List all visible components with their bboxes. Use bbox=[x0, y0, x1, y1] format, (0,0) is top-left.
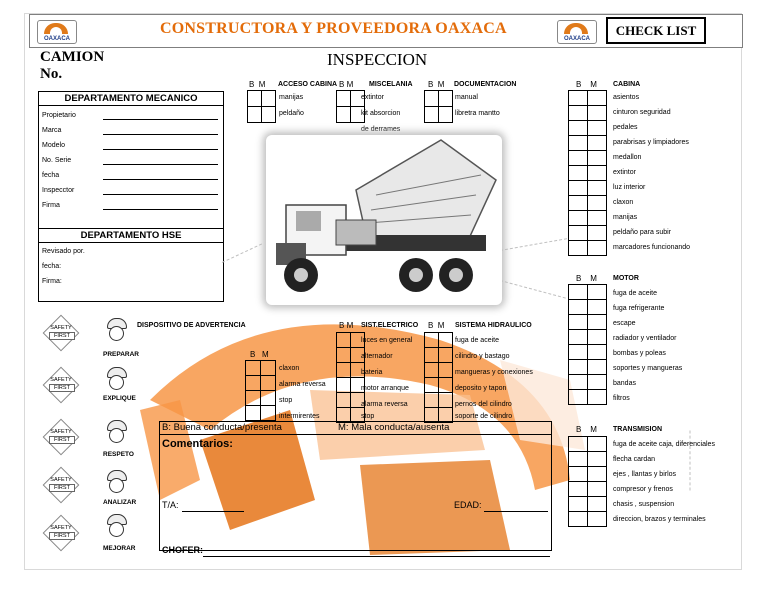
bm-header: B M bbox=[339, 80, 354, 89]
motor-item: fuga refrigerante bbox=[613, 305, 665, 312]
worker-face-icon bbox=[106, 514, 126, 536]
advertencia-item: stop bbox=[279, 397, 293, 404]
ta-input-line[interactable] bbox=[182, 511, 244, 512]
step-explique: EXPLIQUE bbox=[103, 395, 136, 402]
input-line[interactable] bbox=[103, 164, 218, 165]
input-line[interactable] bbox=[103, 119, 218, 120]
motor-item: fuga de aceite bbox=[613, 290, 657, 297]
cabina-item: extintor bbox=[613, 169, 636, 176]
miscelania-item: kit absorcion bbox=[361, 110, 401, 117]
hse-title: DEPARTAMENTO HSE bbox=[39, 229, 223, 243]
motor-item: soportes y mangueras bbox=[613, 365, 683, 372]
chofer-input-line[interactable] bbox=[203, 556, 550, 557]
company-name: CONSTRUCTORA Y PROVEEDORA OAXACA bbox=[160, 20, 507, 37]
documentacion-item: manual bbox=[455, 94, 478, 101]
step-analizar: ANALIZAR bbox=[103, 499, 137, 506]
bm-header: B M bbox=[576, 274, 597, 283]
cabina-item: claxon bbox=[613, 199, 634, 206]
documentacion-title: DOCUMENTACION bbox=[454, 81, 517, 88]
transmision-item: chasis , suspension bbox=[613, 501, 675, 508]
motor-item: filtros bbox=[613, 395, 630, 402]
safety-first-sign: SAFETY FIRST bbox=[40, 370, 82, 400]
field-propietario: Propietario bbox=[42, 112, 76, 119]
motor-item: bombas y poleas bbox=[613, 350, 666, 357]
worker-face-icon bbox=[106, 367, 126, 389]
acceso-item: manijas bbox=[279, 94, 304, 101]
legend-mala: M: Mala conducta/ausenta bbox=[338, 422, 450, 433]
miscelania-title: MISCELANIA bbox=[369, 81, 413, 88]
cabina-item: marcadores funcionando bbox=[613, 244, 691, 251]
advertencia-item: claxon bbox=[279, 365, 300, 372]
field-serie: No. Serie bbox=[42, 157, 72, 164]
safety-first-sign: SAFETY FIRST bbox=[40, 318, 82, 348]
cabina-grid[interactable] bbox=[568, 90, 607, 256]
hidraulico-item: soporte de cilindro bbox=[455, 413, 513, 420]
documentacion-grid[interactable] bbox=[424, 90, 453, 123]
acceso-item: peldaño bbox=[279, 110, 304, 117]
safety-first-sign: SAFETY FIRST bbox=[40, 422, 82, 452]
transmision-title: TRANSMISION bbox=[613, 426, 662, 433]
field-firma: Firma: bbox=[42, 278, 62, 285]
electrico-item: motor arranque bbox=[361, 385, 409, 392]
electrico-item: alarma reversa bbox=[361, 401, 408, 408]
worker-face-icon bbox=[106, 470, 126, 492]
electrico-title: SIST.ELECTRICO bbox=[361, 322, 419, 329]
electrico-item: stop bbox=[361, 413, 375, 420]
worker-face-icon bbox=[106, 420, 126, 442]
advertencia-title: DISPOSITIVO DE ADVERTENCIA bbox=[137, 322, 246, 329]
dump-truck-image bbox=[266, 135, 502, 305]
hidraulico-title: SISTEMA HIDRAULICO bbox=[455, 322, 532, 329]
bm-header: B M bbox=[249, 80, 266, 89]
step-preparar: PREPARAR bbox=[103, 351, 139, 358]
electrico-item: luces en general bbox=[361, 337, 413, 344]
company-logo-left bbox=[37, 20, 77, 44]
cabina-item: manijas bbox=[613, 214, 638, 221]
hse-section bbox=[38, 228, 224, 302]
field-modelo: Modelo bbox=[42, 142, 65, 149]
field-marca: Marca bbox=[42, 127, 62, 134]
hidraulico-item: pernos del cilindro bbox=[455, 401, 512, 408]
chofer-label: CHOFER: bbox=[162, 545, 203, 555]
cabina-item: asientos bbox=[613, 94, 640, 101]
motor-item: bandas bbox=[613, 380, 636, 387]
bm-header: B M bbox=[576, 80, 597, 89]
electrico-grid[interactable] bbox=[336, 332, 365, 423]
bm-header: B M bbox=[428, 321, 445, 330]
cabina-title: CABINA bbox=[613, 81, 641, 88]
inspeccion-title: INSPECCION bbox=[327, 50, 428, 69]
company-logo-right bbox=[557, 20, 597, 44]
cabina-item: cinturon seguridad bbox=[613, 109, 671, 116]
hidraulico-item: cilindro y bastago bbox=[455, 353, 510, 360]
motor-item: radiador y ventilador bbox=[613, 335, 677, 342]
hidraulico-item: mangueras y conexiones bbox=[455, 369, 533, 376]
electrico-item: bateria bbox=[361, 369, 383, 376]
logo-text: OAXACA bbox=[563, 36, 590, 42]
miscelania-item: de derrames bbox=[361, 126, 401, 133]
edad-input-line[interactable] bbox=[484, 511, 548, 512]
input-line[interactable] bbox=[103, 179, 218, 180]
acceso-grid[interactable] bbox=[247, 90, 276, 123]
motor-item: escape bbox=[613, 320, 636, 327]
advertencia-grid[interactable] bbox=[245, 360, 276, 421]
input-line[interactable] bbox=[103, 209, 218, 210]
electrico-item: alternador bbox=[361, 353, 393, 360]
miscelania-item: extintor bbox=[361, 94, 384, 101]
transmision-item: fuga de aceite caja, diferenciales bbox=[613, 441, 715, 448]
advertencia-item: alarma reversa bbox=[279, 381, 326, 388]
legend-buena: B: Buena conducta/presenta bbox=[162, 422, 282, 433]
transmision-item: compresor y frenos bbox=[613, 486, 673, 493]
edad-label: EDAD: bbox=[454, 500, 482, 510]
transmision-item: direccion, brazos y terminales bbox=[613, 516, 706, 523]
acceso-title: ACCESO CABINA bbox=[278, 81, 338, 88]
field-fecha: fecha: bbox=[42, 263, 62, 270]
motor-grid[interactable] bbox=[568, 284, 607, 405]
dump-truck-icon bbox=[266, 135, 502, 305]
conducta-legend bbox=[160, 422, 551, 435]
motor-title: MOTOR bbox=[613, 275, 639, 282]
mecanico-title: DEPARTAMENTO MECANICO bbox=[39, 92, 223, 106]
bm-header: B M bbox=[428, 80, 445, 89]
cabina-item: luz interior bbox=[613, 184, 646, 191]
camion-label: CAMION No. bbox=[40, 49, 105, 82]
hidraulico-grid[interactable] bbox=[424, 332, 453, 423]
cabina-item: parabrisas y limpiadores bbox=[613, 139, 689, 146]
bm-header: B M bbox=[339, 321, 354, 330]
mecanico-section bbox=[38, 91, 224, 231]
step-mejorar: MEJORAR bbox=[103, 545, 136, 552]
safety-first-sign: SAFETY FIRST bbox=[40, 518, 82, 548]
cabina-item: pedales bbox=[613, 124, 638, 131]
field-inspector: Inspecctor bbox=[42, 187, 75, 194]
logo-text: OAXACA bbox=[43, 36, 70, 42]
cabina-item: medallon bbox=[613, 154, 642, 161]
transmision-grid[interactable] bbox=[568, 436, 607, 527]
bm-header: B M bbox=[576, 425, 597, 434]
cabina-item: peldaño para subir bbox=[613, 229, 671, 236]
comentarios-label: Comentarios: bbox=[162, 438, 233, 450]
checklist-title: CHECK LIST bbox=[606, 17, 706, 44]
bm-header: B M bbox=[250, 350, 269, 359]
input-line[interactable] bbox=[103, 194, 218, 195]
comentarios-section bbox=[159, 421, 552, 551]
hidraulico-item: fuga de aceite bbox=[455, 337, 499, 344]
documentacion-item: libretra mantto bbox=[455, 110, 500, 117]
field-firma: Firma bbox=[42, 202, 60, 209]
field-fecha: fecha bbox=[42, 172, 60, 179]
safety-first-sign: SAFETY FIRST bbox=[40, 470, 82, 500]
hidraulico-item: deposito y tapon bbox=[455, 385, 507, 392]
step-respeto: RESPETO bbox=[103, 451, 134, 458]
transmision-item: ejes , llantas y birlos bbox=[613, 471, 677, 478]
transmision-item: flecha cardan bbox=[613, 456, 656, 463]
input-line[interactable] bbox=[103, 134, 218, 135]
input-line[interactable] bbox=[103, 149, 218, 150]
worker-face-icon bbox=[106, 318, 126, 340]
field-revisado: Revisado por. bbox=[42, 248, 85, 255]
connector-line bbox=[690, 431, 691, 491]
advertencia-item: intermirentes bbox=[279, 413, 320, 420]
ta-label: T/A: bbox=[162, 500, 179, 510]
